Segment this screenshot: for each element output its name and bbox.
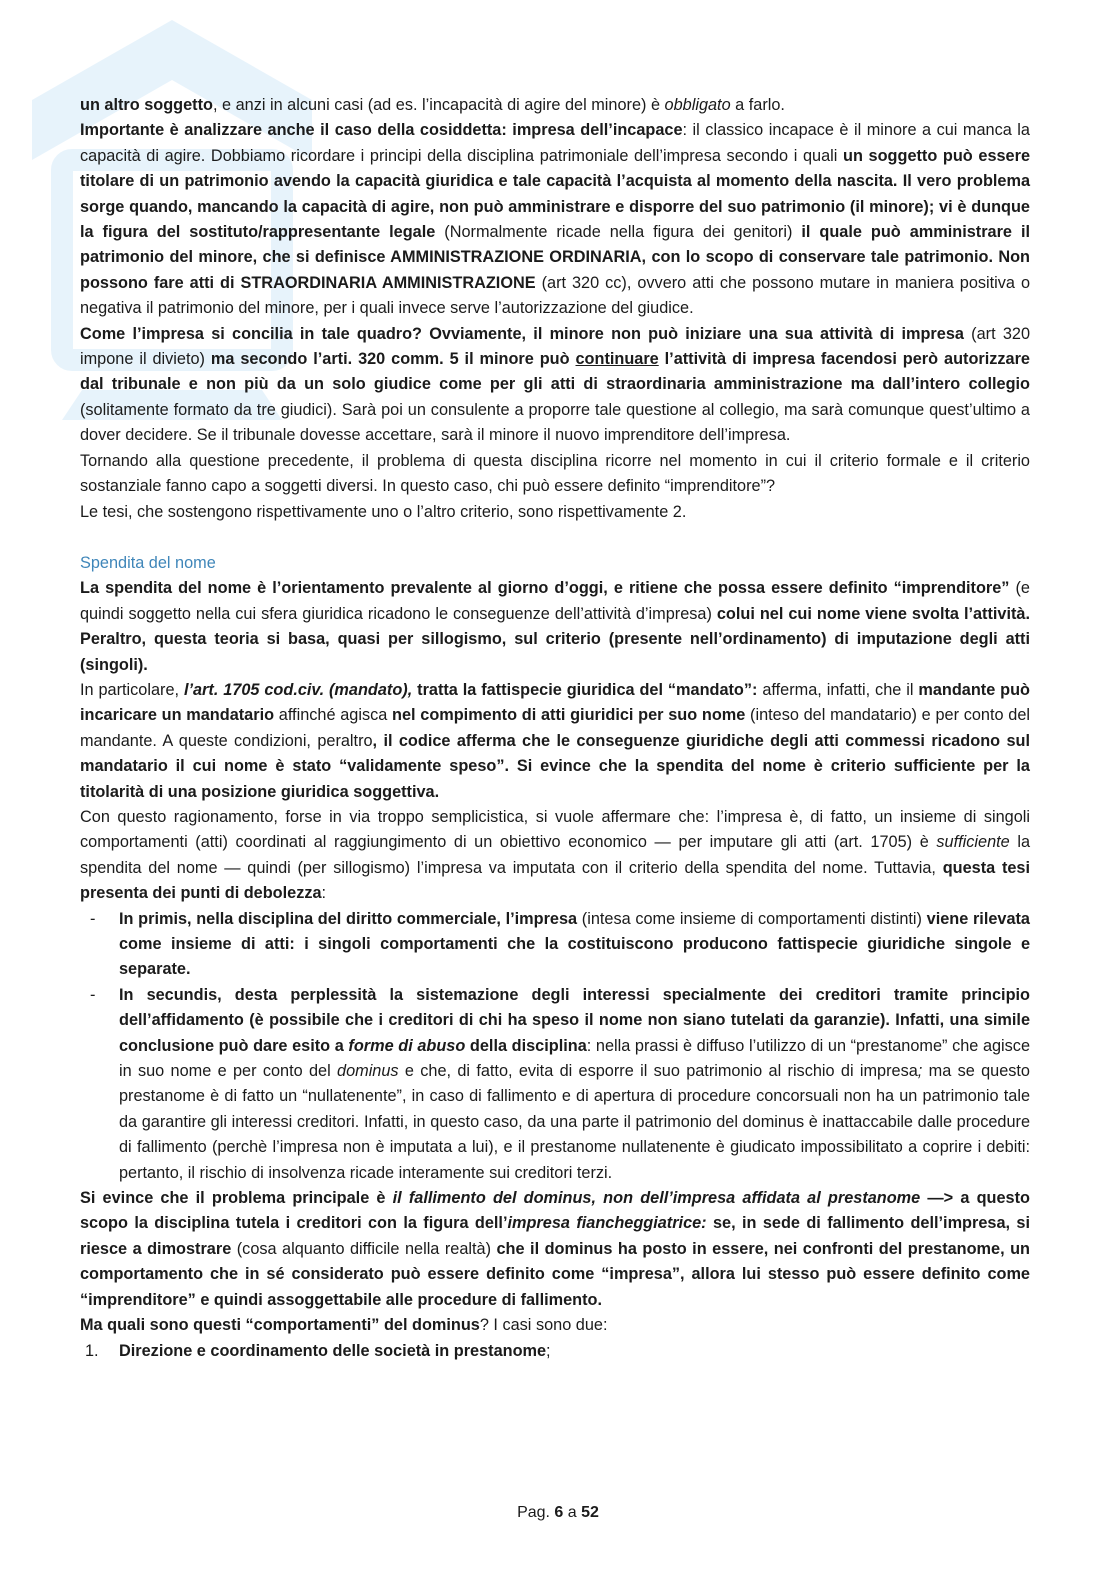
- paragraph: [80, 678, 1030, 805]
- text-run: Direzione e coordinamento delle società in prestanome: [119, 1341, 547, 1360]
- text-run: In primis, nella disciplina del diritto commerciale, l’impresa: [119, 909, 578, 928]
- paragraph: [80, 1186, 1030, 1313]
- text-run: (solitamente formato da tre giudici). Sarà poi un consulente a proporre tale questione al collegio, ma sarà comunque quest’ultimo a dover decidere. Se il tribunale dovesse accettare, sarà il minore il nuovo imprenditore dell’impresa.: [80, 400, 1030, 445]
- text-run: ma secondo l’arti. 320 comm. 5 il minore può: [210, 350, 576, 369]
- text-run: l’art. 1705 cod.civ. (mandato),: [183, 680, 413, 699]
- text-run: tratta la fattispecie giuridica del “mandato”:: [412, 680, 758, 699]
- text-run: Come l’impresa si concilia in tale quadro? Ovviamente, il minore non può iniziare una sua attività di impresa: [80, 324, 964, 343]
- text-run: colui nel cui nome viene svolta l’attività. Peraltro, questa teoria si basa, quasi per sillogismo, sul criterio (presente nell’ordinamento) di imputazione degli atti (singoli).: [80, 604, 1030, 674]
- bullet-list: [80, 907, 1030, 1186]
- text-run: ? I casi sono due:: [479, 1316, 608, 1335]
- bullet-marker: -: [90, 985, 96, 1004]
- list-item-text: [119, 910, 1030, 979]
- text-run: (cosa alquanto difficile nella realtà): [231, 1239, 497, 1258]
- text-run: che il dominus ha posto in essere, nei confronti del prestanome, un comportamento che in sé considerato può essere definito come “impresa”, allora lui stesso può essere definito come “imprenditore” e quindi assoggettabile alle procedure di fallimento.: [80, 1239, 1030, 1309]
- text-run: l’attività di impresa facendosi però autorizzare dal tribunale e non più da un solo giudice come per gli atti di straordinaria amministrazione ma dall’intero collegio: [80, 350, 1030, 394]
- text-run: della disciplina: [465, 1036, 587, 1055]
- paragraph: [80, 449, 1030, 500]
- text-run: (e quindi soggetto nella cui sfera giuridica ricadono le conseguenze dell’attività d’impresa): [80, 579, 1030, 623]
- text-run: : nella prassi è diffuso l’utilizzo di un “prestanome” che agisce in suo nome e per conto del: [119, 1036, 1031, 1081]
- paragraph: [80, 500, 1030, 525]
- text-run: (art 320 impone il divieto): [80, 324, 1030, 369]
- list-item: [80, 907, 1030, 983]
- text-run: Con questo ragionamento, forse in via troppo semplicistica, si vuole affermare che: l’impresa è, di fatto, un insieme di singoli comportamenti (atti) coordinati al raggiungimento di un obiettivo economico — per imputare gli atti (art. 1705) è: [80, 807, 1030, 852]
- page-total: 52: [581, 1504, 599, 1521]
- text-run: a farlo.: [730, 96, 785, 114]
- footer-separator: a: [563, 1504, 582, 1521]
- paragraph: [80, 322, 1030, 449]
- text-run: Importante è analizzare anche il caso della cosiddetta: impresa dell’incapace: [80, 121, 683, 140]
- text-run: viene rilevata come insieme di atti: i singoli comportamenti che la costituiscono producono fattispecie giuridiche singole e separate.: [119, 909, 1030, 979]
- bullet-marker: -: [90, 909, 96, 928]
- text-run: un altro soggetto: [80, 96, 213, 114]
- list-item-text: [119, 986, 1030, 1182]
- text-run: affinché agisca: [274, 706, 393, 725]
- text-run: In particolare,: [80, 680, 184, 699]
- text-run: un soggetto può essere titolare di un patrimonio avendo la capacità giuridica e tale capacità l’acquista al momento della nascita. Il vero problema sorge quando, mancando la capacità di agire, non può amministrare e disporre del suo patrimonio (il minore); vi è dunque la figura del sostituto/rappresentante legale: [80, 146, 1030, 242]
- paragraph: [80, 118, 1030, 321]
- text-run: , e anzi in alcuni casi (ad es. l’incapacità di agire del minore) è: [212, 96, 665, 114]
- text-run: e che, di fatto, evita di esporre il suo patrimonio al rischio di impresa: [398, 1062, 918, 1081]
- text-run: : il classico incapace è il minore a cui manca la capacità di agire. Dobbiamo ricordare i principi della disciplina patrimoniale dell’impresa secondo i quali: [80, 121, 1030, 165]
- text-run: La spendita del nome è l’orientamento prevalente al giorno d’oggi, e ritiene che possa essere definito “imprenditore”: [80, 579, 1010, 598]
- list-item: [80, 1339, 1030, 1364]
- paragraph: [80, 805, 1030, 907]
- text-run: (Normalmente ricade nella figura dei genitori): [435, 223, 802, 242]
- text-run: dominus: [337, 1062, 399, 1081]
- text-run: ma se questo prestanome è di fatto un “nullatenente”, in caso di fallimento e di apertura di procedure concorsuali non ha un patrimonio tale da garantire gli interessi creditori. Infatti, in questo caso, da una parte il patrimonio del dominus è inattaccabile dalle procedure di fallimento (perchè l’impresa non è imputata a lui), e il prestanome nullatenente è giudicato impossibilitato a coprire i debiti: pertanto, il rischio di insolvenza ricade interamente sui creditori terzi.: [119, 1062, 1030, 1182]
- document-body: [80, 93, 1030, 1364]
- text-run: (inteso del mandatario) e per conto del mandante. A queste condizioni, peraltro: [80, 706, 1030, 750]
- text-run: Si evince che il problema principale è: [80, 1189, 393, 1208]
- text-run: ;: [546, 1341, 551, 1360]
- text-run: Tornando alla questione precedente, il problema di questa disciplina ricorre nel momento in cui il criterio formale e il criterio sostanziale fanno capo a soggetti diversi. In questo caso, chi può essere definito “imprenditore”?: [80, 451, 1030, 496]
- list-number: 1.: [85, 1341, 99, 1360]
- text-run: , il codice afferma che le conseguenze giuridiche degli atti commessi ricadono sul mandatario il cui nome è stato “validamente speso”. Si evince che la spendita del nome è criterio sufficiente per la titolarità di una posizione giuridica soggettiva.: [80, 731, 1030, 801]
- text-run: forme di abuso: [348, 1036, 466, 1055]
- text-run: :: [321, 884, 327, 903]
- paragraph: [80, 93, 1030, 118]
- page-number: 6: [554, 1504, 564, 1521]
- text-run: (intesa come insieme di comportamenti distinti): [577, 909, 927, 928]
- list-item: [80, 983, 1030, 1186]
- text-run: ;: [917, 1062, 923, 1081]
- page-footer: [0, 1504, 1116, 1522]
- text-run: il fallimento del dominus, non dell’impresa affidata al prestanome: [392, 1189, 921, 1208]
- list-item-text: [119, 1342, 551, 1360]
- text-run: sufficiente: [936, 833, 1010, 852]
- numbered-list: [80, 1339, 1030, 1364]
- text-run: —> a questo scopo la disciplina tutela i creditori con la figura dell’: [80, 1189, 1030, 1233]
- paragraph: [80, 1313, 1030, 1338]
- text-run: Le tesi, che sostengono rispettivamente uno o l’altro criterio, sono rispettivamente 2.: [80, 502, 687, 521]
- paragraph: [80, 576, 1030, 678]
- text-run: questa tesi presenta dei punti di debolezza: [80, 858, 1031, 903]
- footer-prefix: Pag.: [517, 1504, 555, 1521]
- section-heading: Spendita del nome: [80, 553, 216, 572]
- text-run: continuare: [575, 350, 659, 369]
- text-run: mandante può incaricare un mandatario: [80, 680, 1031, 725]
- text-run: (art 320 cc), ovvero atti che possono mutare in maniera positiva o negativa il patrimonio del minore, per i quali invece serve l’autorizzazione del giudice.: [80, 273, 1030, 318]
- text-run: nel compimento di atti giuridici per suo nome: [392, 706, 746, 725]
- text-run: se, in sede di fallimento dell’impresa, si riesce a dimostrare: [80, 1214, 1030, 1258]
- text-run: In secundis, desta perplessità la sistemazione degli interessi specialmente dei creditori tramite principio dell’affidamento (è possibile che i creditori di chi ha speso il nome non siano tutelati da garanzie). Infatti, una simile conclusione può dare esito a: [119, 985, 1030, 1055]
- text-run: la spendita del nome — quindi (per sillogismo) l’impresa va imputata con il criterio della spendita del nome. Tuttavia,: [80, 833, 1031, 877]
- text-run: impresa fiancheggiatrice:: [507, 1214, 707, 1233]
- text-run: il quale può amministrare il patrimonio del minore, che si definisce AMMINISTRAZIONE ORDINARIA, con lo scopo di conservare tale patrimonio. Non possono fare atti di STRAORDINARIA AMMINISTRAZIONE: [80, 223, 1031, 292]
- text-run: Ma quali sono questi “comportamenti” del dominus: [80, 1316, 480, 1335]
- text-run: afferma, infatti, che il: [757, 680, 919, 699]
- text-run: obbligato: [664, 96, 731, 114]
